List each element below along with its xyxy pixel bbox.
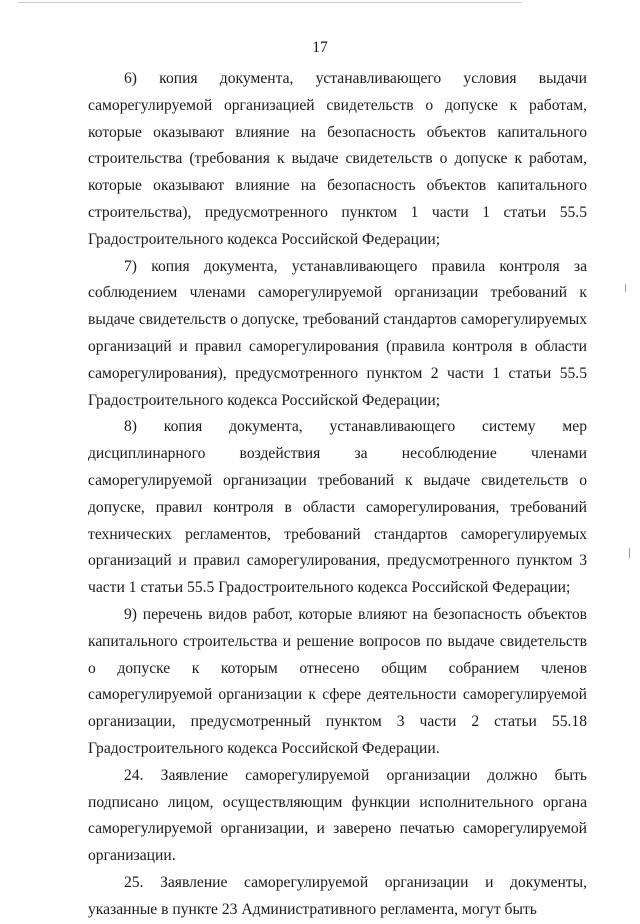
scan-margin-mark [625,284,626,292]
document-body [88,66,587,924]
scan-margin-mark [629,548,630,558]
paragraph-item-7: 7) копия документа, устанавливающего правила контроля за соблюдением членами саморегулируемой организации требований к выдаче свидетельств о допуске, требований стандартов саморегулируемых организаций и правил саморегулирования (правила контроля в области саморегулирования), предусмотренного пунктом 2 части 1 статьи 55.5 Градостроительного кодекса Российской Федерации; [88,257,587,409]
paragraph-item-9: 9) перечень видов работ, которые влияют на безопасность объектов капитального строительства и решение вопросов по выдаче свидетельств о допуске к которым отнесено общим собранием членов саморегулируемой организации к сфере деятельности саморегулируемой организации, предусмотренный пунктом 3 части 2 статьи 55.18 Градостроительного кодекса Российской Федерации. [88,605,587,757]
paragraph-item-6: 6) копия документа, устанавливающего условия выдачи саморегулируемой организацией свидетельств о допуске к работам, которые оказывают влияние на безопасность объектов капитального строительства (требования к выдаче свидетельств о допуске к работам, которые оказывают влияние на безопасность объектов капитального строительства), предусмотренного пунктом 1 части 1 статьи 55.5 Градостроительного кодекса Российской Федерации; [88,70,587,248]
page-number: 17 [312,39,328,56]
paragraph-item-8: 8) копия документа, устанавливающего систему мер дисциплинарного воздействия за несоблюдение членами саморегулируемой организации требований к выдаче свидетельств о допуске, правил контроля в области саморегулирования, требований технических регламентов, требований стандартов саморегулируемых организаций и правил саморегулирования, предусмотренного пунктом 3 части 1 статьи 55.5 Градостроительного кодекса Российской Федерации; [88,418,587,597]
scan-top-edge [18,2,522,3]
paragraph-point-25: 25. Заявление саморегулируемой организации и документы, указанные в пункте 23 Административного регламента, могут быть [88,873,587,918]
paragraph-point-24: 24. Заявление саморегулируемой организации должно быть подписано лицом, осуществляющим функции исполнительного органа саморегулируемой организации, и заверено печатью саморегулируемой организации. [88,766,587,865]
